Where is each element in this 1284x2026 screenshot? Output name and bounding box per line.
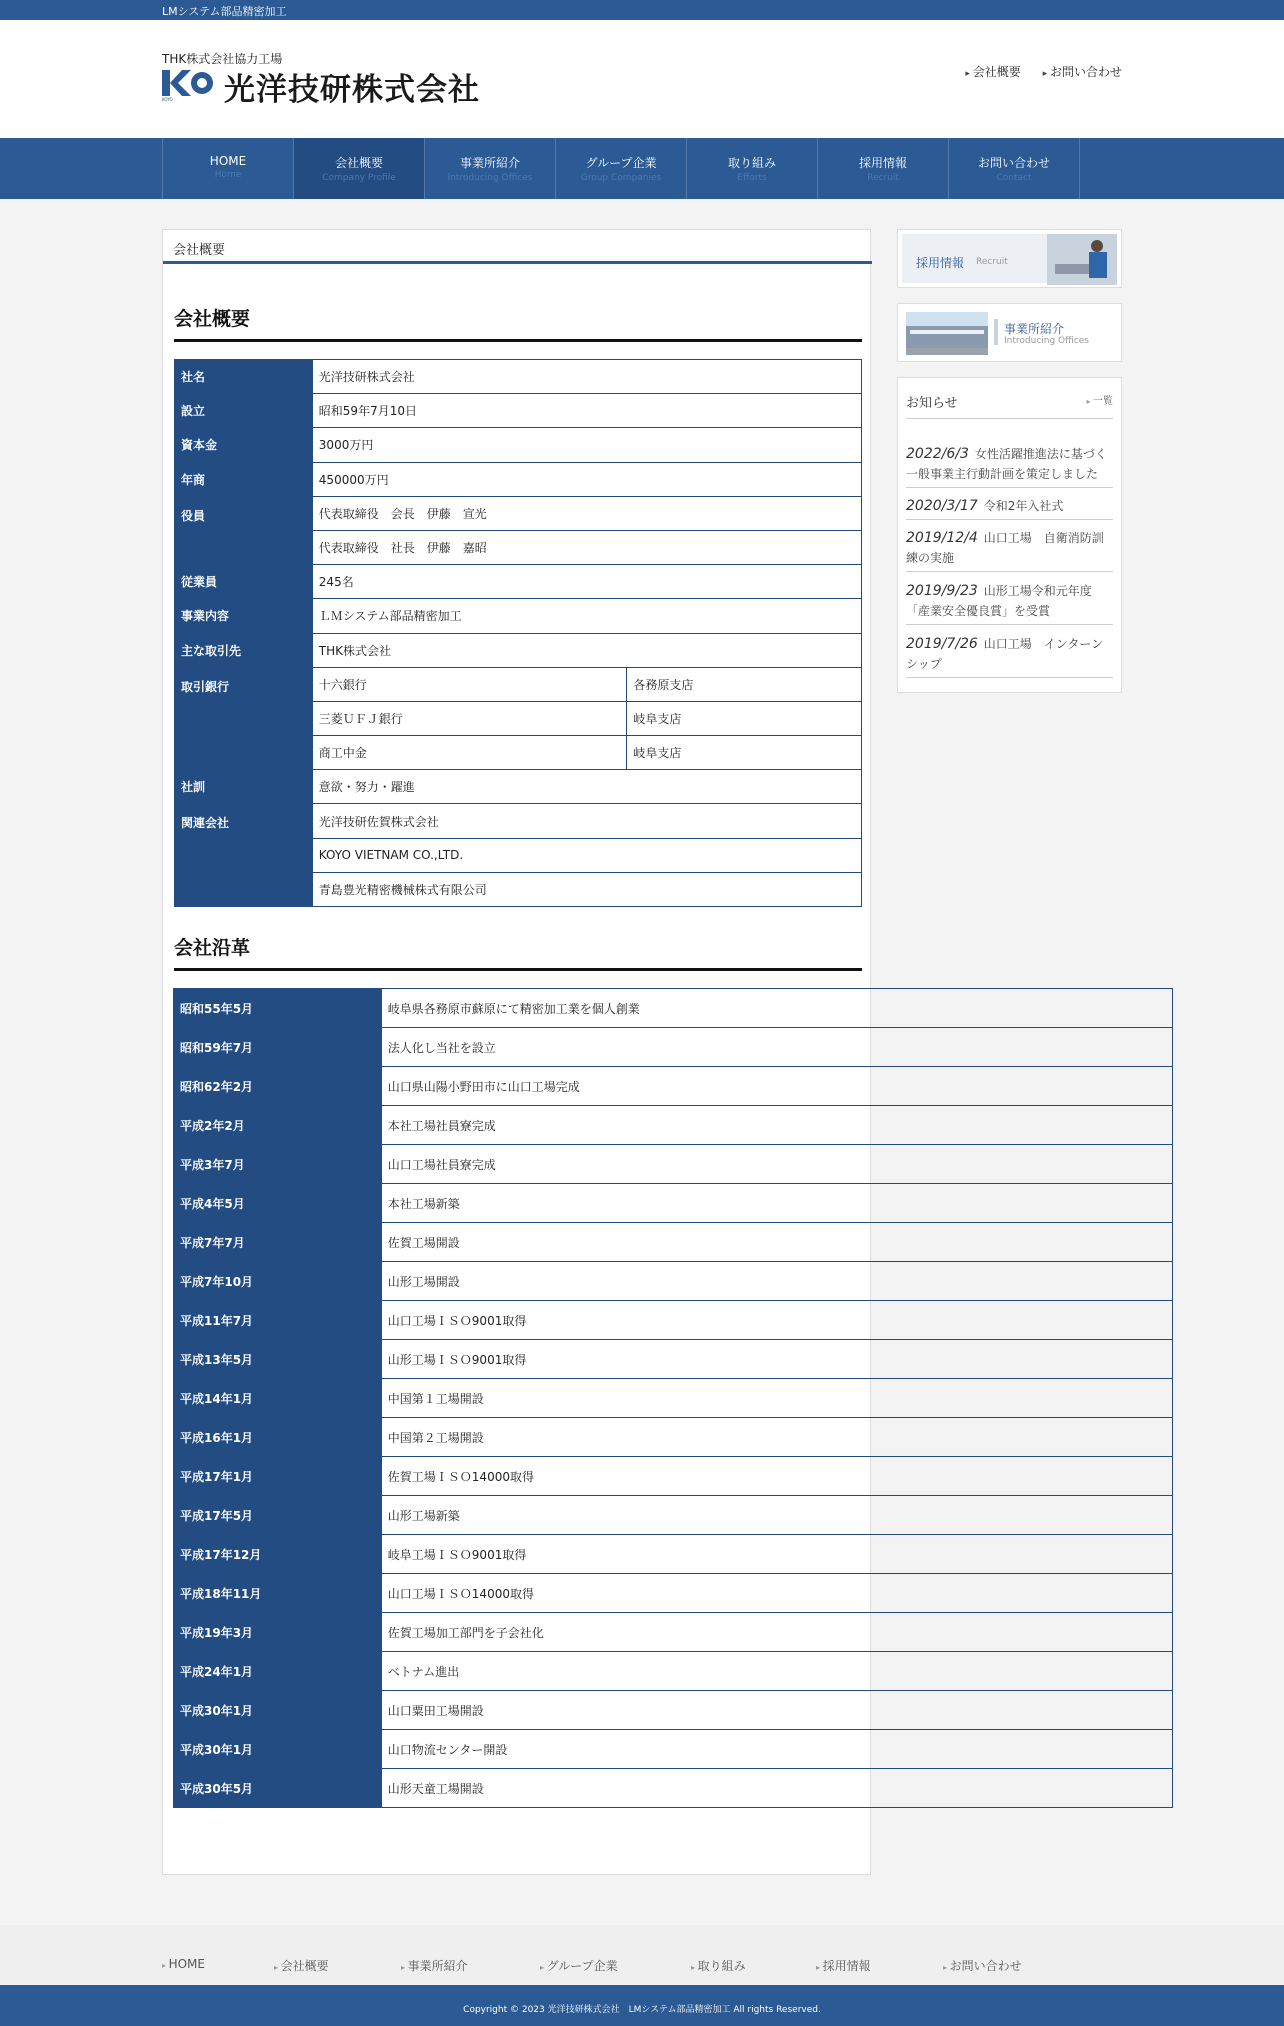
news-box [897, 377, 1122, 693]
footer-link-offices[interactable]: ▸ 事業所紹介 [401, 1957, 468, 1974]
nav-recruit[interactable] [818, 138, 949, 199]
footer-link-contact[interactable]: ▸ お問い合わせ [943, 1957, 1022, 1974]
header-links [947, 63, 1122, 80]
history-date: 平成13年5月 [174, 1340, 382, 1379]
breadcrumb: 会社概要 [163, 230, 872, 264]
history-event: 山口工場ＩＳＯ14000取得 [381, 1574, 1172, 1613]
top-bar-text: LMシステム部品精密加工 [162, 5, 287, 18]
row-value: 代表取締役 社長 伊藤 嘉昭 [312, 530, 861, 564]
row-value: KOYO VIETNAM CO.,LTD. [312, 838, 861, 872]
offices-banner-inner [902, 308, 1117, 357]
global-nav [0, 138, 1284, 199]
nav-label: 会社概要 [334, 156, 383, 170]
news-text: 山形工場令和元年度「産業安全優良賞」を受賞 [906, 584, 1092, 618]
nav-label: お問い合わせ [977, 156, 1050, 170]
nav-label: 事業所紹介 [459, 156, 520, 170]
history-date: 平成30年5月 [174, 1769, 382, 1808]
history-date: 昭和55年5月 [174, 989, 382, 1028]
history-event: 佐賀工場加工部門を子会社化 [381, 1613, 1172, 1652]
table-row [175, 599, 862, 633]
nav-sublabel: Company Profile [322, 173, 396, 183]
row-label: 取引銀行 [175, 667, 313, 770]
nav-group[interactable] [556, 138, 687, 199]
bank-branch: 岐阜支店 [627, 701, 862, 735]
nav-sublabel: Recruit [867, 173, 899, 183]
table-row [175, 428, 862, 462]
company-name[interactable]: 光洋技研株式会社 [224, 72, 480, 108]
row-label: 資本金 [175, 428, 313, 462]
header-tagline: THK株式会社協力工場 [162, 52, 283, 66]
news-divider [906, 418, 1113, 419]
footer-nav [0, 1925, 1284, 1985]
history-event: 本社工場社員寮完成 [381, 1106, 1172, 1145]
row-label: 事業内容 [175, 599, 313, 633]
history-event: 山口粟田工場開設 [381, 1691, 1172, 1730]
history-event: 山形工場ＩＳＯ9001取得 [381, 1340, 1172, 1379]
overview-title: 会社概要 [174, 304, 862, 342]
nav-company[interactable] [294, 138, 425, 199]
recruit-banner-inner [902, 234, 1117, 283]
table-row [175, 462, 862, 496]
news-text: 令和2年入社式 [983, 499, 1064, 513]
history-row [174, 1457, 1173, 1496]
bank-branch: 岐阜支店 [627, 736, 862, 770]
history-date: 平成4年5月 [174, 1184, 382, 1223]
history-row [174, 1184, 1173, 1223]
table-row [175, 360, 862, 394]
row-value: 意欲・努力・躍進 [312, 770, 861, 804]
row-value: 光洋技研佐賀株式会社 [312, 804, 861, 838]
history-event: 岐阜工場ＩＳＯ9001取得 [381, 1535, 1172, 1574]
history-event: 本社工場新築 [381, 1184, 1172, 1223]
bank-branch: 各務原支店 [627, 667, 862, 701]
row-label: 主な取引先 [175, 633, 313, 667]
header-link-contact[interactable]: ▸ お問い合わせ [1043, 65, 1122, 79]
history-date: 平成14年1月 [174, 1379, 382, 1418]
table-row [175, 667, 862, 701]
office-photo-icon [906, 312, 988, 355]
nav-label: 取り組み [727, 156, 776, 170]
history-row [174, 1535, 1173, 1574]
logo-mark-text: KOYO [162, 97, 173, 102]
worker-photo-icon [1047, 234, 1117, 285]
history-event: 山形天童工場開設 [381, 1769, 1172, 1808]
copyright: Copyright © 2023 光洋技研株式会社 LMシステム部品精密加工 All rights Reserved. [0, 1985, 1284, 2026]
row-value: 450000万円 [312, 462, 861, 496]
nav-home[interactable] [163, 138, 294, 199]
history-row [174, 1379, 1173, 1418]
row-label: 社訓 [175, 770, 313, 804]
table-row [175, 394, 862, 428]
row-value: 青島豊光精密機械株式有限公司 [312, 872, 861, 906]
history-row [174, 1769, 1173, 1808]
history-event: 佐賀工場開設 [381, 1223, 1172, 1262]
history-date: 平成17年12月 [174, 1535, 382, 1574]
row-label: 年商 [175, 462, 313, 496]
offices-banner-title: 事業所紹介 [1004, 322, 1065, 336]
history-row [174, 1145, 1173, 1184]
row-label: 従業員 [175, 565, 313, 599]
history-date: 平成16年1月 [174, 1418, 382, 1457]
history-date: 平成7年10月 [174, 1262, 382, 1301]
news-date: 2019/7/26 [906, 636, 978, 652]
history-event: 山形工場新築 [381, 1496, 1172, 1535]
bank-name: 商工中金 [312, 736, 627, 770]
history-date: 平成30年1月 [174, 1730, 382, 1769]
banner-divider [994, 319, 998, 345]
table-row [175, 565, 862, 599]
news-more-link[interactable]: ▸ 一覧 [1086, 392, 1113, 407]
row-value: THK株式会社 [312, 633, 861, 667]
history-event: 山口工場ＩＳＯ9001取得 [381, 1301, 1172, 1340]
history-row [174, 1691, 1173, 1730]
recruit-banner-title: 採用情報 [916, 256, 965, 270]
history-title: 会社沿革 [174, 933, 862, 971]
news-item[interactable] [906, 581, 1113, 625]
recruit-banner[interactable] [897, 229, 1122, 288]
table-row [175, 633, 862, 667]
history-event: ベトナム進出 [381, 1652, 1172, 1691]
history-date: 平成2年2月 [174, 1106, 382, 1145]
history-row [174, 1301, 1173, 1340]
row-value: ＬＭシステム部品精密加工 [312, 599, 861, 633]
history-event: 山口工場社員寮完成 [381, 1145, 1172, 1184]
history-row [174, 1028, 1173, 1067]
footer-link-group[interactable]: ▸ グループ企業 [540, 1957, 618, 1974]
history-row [174, 1496, 1173, 1535]
news-date: 2020/3/17 [906, 498, 978, 514]
history-event: 法人化し当社を設立 [381, 1028, 1172, 1067]
history-row [174, 1340, 1173, 1379]
history-row [174, 1067, 1173, 1106]
nav-offices[interactable] [425, 138, 556, 199]
news-text: 山口工場 自衛消防訓練の実施 [906, 531, 1104, 565]
nav-sublabel: Efforts [737, 173, 767, 183]
site-header [0, 20, 1284, 138]
history-date: 平成30年1月 [174, 1691, 382, 1730]
recruit-banner-sub: Recruit [976, 257, 1008, 267]
row-value: 昭和59年7月10日 [312, 394, 861, 428]
history-date: 平成7年7月 [174, 1223, 382, 1262]
history-row [174, 1652, 1173, 1691]
row-label: 設立 [175, 394, 313, 428]
footer-link-home[interactable]: ▸ HOME [162, 1957, 205, 1971]
table-row [175, 804, 862, 838]
offices-banner-sub: Introducing Offices [1004, 336, 1089, 346]
news-title: お知らせ [906, 396, 958, 411]
history-date: 昭和62年2月 [174, 1067, 382, 1106]
history-date: 平成17年1月 [174, 1457, 382, 1496]
history-date: 平成18年11月 [174, 1574, 382, 1613]
header-link-company[interactable]: ▸ 会社概要 [965, 65, 1020, 79]
top-bar [0, 0, 1284, 20]
table-row [175, 496, 862, 530]
history-row [174, 1262, 1173, 1301]
nav-label: グループ企業 [585, 156, 657, 170]
overview-table [174, 359, 862, 907]
history-row [174, 1730, 1173, 1769]
news-text: 山口工場 インターンシップ [906, 637, 1104, 671]
news-item[interactable] [906, 444, 1113, 488]
history-table [173, 988, 1173, 1808]
news-date: 2022/6/3 [906, 446, 969, 462]
row-label: 関連会社 [175, 804, 313, 907]
row-value: 245名 [312, 565, 861, 599]
history-event: 中国第２工場開設 [381, 1418, 1172, 1457]
news-date: 2019/12/4 [906, 530, 978, 546]
footer-link-efforts[interactable]: ▸ 取り組み [691, 1957, 746, 1974]
company-logo[interactable] [162, 68, 216, 102]
offices-banner[interactable] [897, 303, 1122, 362]
table-row [175, 770, 862, 804]
bank-name: 十六銀行 [312, 667, 627, 701]
history-event: 中国第１工場開設 [381, 1379, 1172, 1418]
nav-label: 採用情報 [858, 156, 907, 170]
history-event: 山口県山陽小野田市に山口工場完成 [381, 1067, 1172, 1106]
news-text: 女性活躍推進法に基づく一般事業主行動計画を策定しました [906, 447, 1107, 481]
nav-label: HOME [209, 154, 247, 168]
history-date: 平成11年7月 [174, 1301, 382, 1340]
bank-name: 三菱ＵＦＪ銀行 [312, 701, 627, 735]
history-date: 平成24年1月 [174, 1652, 382, 1691]
news-item[interactable] [906, 634, 1113, 678]
history-event: 山口物流センター開設 [381, 1730, 1172, 1769]
nav-sublabel: Group Companies [580, 173, 662, 183]
footer-link-recruit[interactable]: ▸ 採用情報 [816, 1957, 871, 1974]
history-row [174, 1106, 1173, 1145]
row-value: 3000万円 [312, 428, 861, 462]
history-event: 山形工場開設 [381, 1262, 1172, 1301]
history-event: 岐阜県各務原市蘇原にて精密加工業を個人創業 [381, 989, 1172, 1028]
nav-sublabel: Home [214, 170, 242, 180]
history-row [174, 1574, 1173, 1613]
footer-link-company[interactable]: ▸ 会社概要 [274, 1957, 329, 1974]
row-value: 光洋技研株式会社 [312, 360, 861, 394]
news-item[interactable] [906, 496, 1113, 520]
row-label: 役員 [175, 496, 313, 564]
row-label: 社名 [175, 360, 313, 394]
history-date: 平成17年5月 [174, 1496, 382, 1535]
history-row [174, 1418, 1173, 1457]
nav-sublabel: Introducing Offices [447, 173, 533, 183]
history-date: 平成19年3月 [174, 1613, 382, 1652]
history-date: 平成3年7月 [174, 1145, 382, 1184]
news-item[interactable] [906, 528, 1113, 572]
history-event: 佐賀工場ＩＳＯ14000取得 [381, 1457, 1172, 1496]
history-date: 昭和59年7月 [174, 1028, 382, 1067]
news-date: 2019/9/23 [906, 583, 978, 599]
history-row [174, 1223, 1173, 1262]
history-row [174, 989, 1173, 1028]
history-row [174, 1613, 1173, 1652]
nav-efforts[interactable] [687, 138, 818, 199]
nav-contact[interactable] [949, 138, 1080, 199]
row-value: 代表取締役 会長 伊藤 宣光 [312, 496, 861, 530]
nav-sublabel: Contact [996, 173, 1032, 183]
